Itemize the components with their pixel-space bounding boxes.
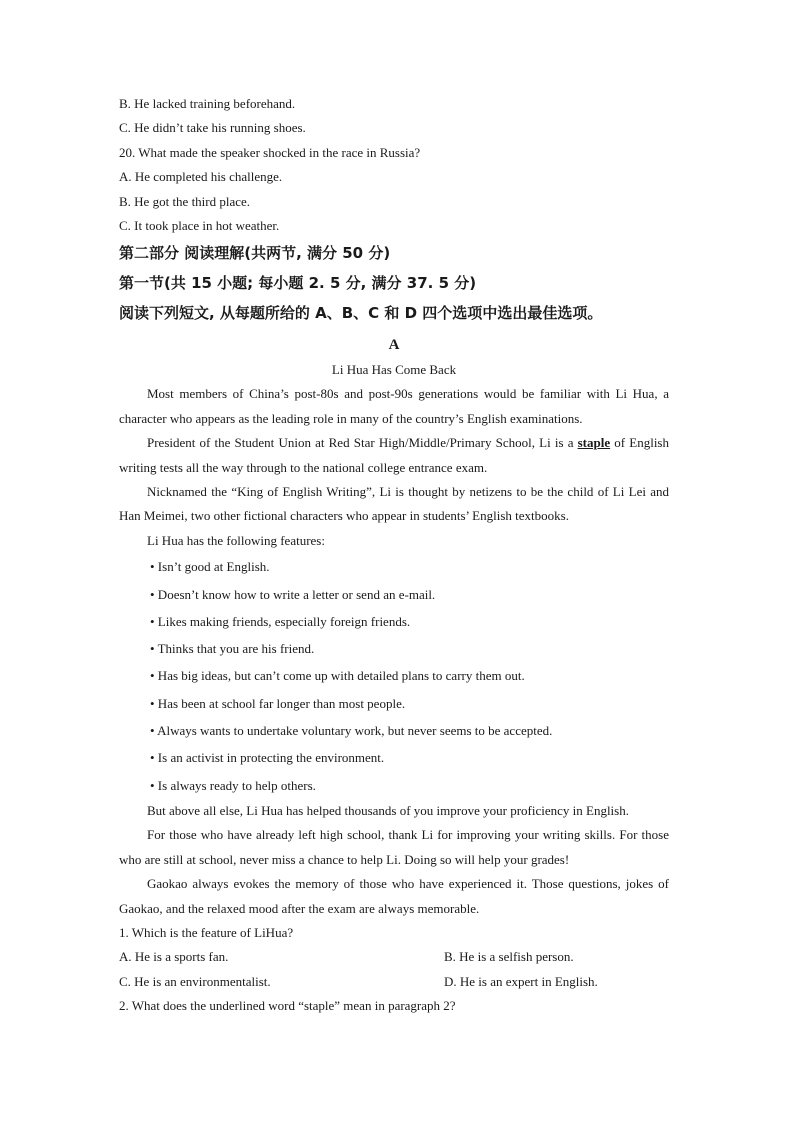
exam-page bbox=[119, 92, 669, 1019]
q1-options-row-2 bbox=[119, 970, 669, 994]
list-item: • Doesn’t know how to write a letter or send an e-mail. bbox=[150, 586, 436, 602]
paragraph-6: Gaokao always evokes the memory of those who have experienced it. Those questions, jokes of Gaokao, and the relaxed mood after the exam are always memorable. bbox=[119, 876, 669, 916]
option-c-prev: C. He didn’t take his running shoes. bbox=[119, 120, 306, 136]
q1-option-c: C. He is an environmentalist. bbox=[119, 973, 271, 989]
question-2: 2. What does the underlined word “staple” mean in paragraph 2? bbox=[119, 998, 456, 1014]
paragraph-2 bbox=[119, 431, 669, 480]
q1-option-d: D. He is an expert in English. bbox=[444, 973, 598, 989]
q1-option-b: B. He is a selfish person. bbox=[444, 949, 574, 965]
list-item: • Always wants to undertake voluntary work, but never seems to be accepted. bbox=[150, 723, 553, 739]
q20-option-b: B. He got the third place. bbox=[119, 193, 251, 209]
passage-title: Li Hua Has Come Back bbox=[331, 362, 457, 378]
q20-option-c: C. It took place in hot weather. bbox=[119, 218, 280, 234]
list-item: • Is an activist in protecting the environment. bbox=[150, 750, 385, 766]
features-list bbox=[119, 553, 669, 799]
q20-option-a: A. He completed his challenge. bbox=[119, 169, 283, 185]
paragraph-5: For those who have already left high school, thank Li for improving your writing skills. For those who are still at school, never miss a chance to help Li. Doing so will help your grades! bbox=[119, 827, 669, 867]
passage-letter: A bbox=[388, 337, 400, 354]
underlined-word-staple: staple bbox=[577, 435, 611, 451]
list-item: • Thinks that you are his friend. bbox=[150, 641, 315, 657]
part2-heading: 第二部分 阅读理解(共两节, 满分 50 分) bbox=[119, 244, 391, 263]
q1-options-row-1 bbox=[119, 945, 669, 969]
option-b-prev: B. He lacked training beforehand. bbox=[119, 96, 296, 111]
list-item: • Is always ready to help others. bbox=[150, 777, 316, 793]
question-20: 20. What made the speaker shocked in the race in Russia? bbox=[119, 144, 421, 160]
paragraph-1: Most members of China’s post-80s and post-90s generations would be familiar with Li Hua, a character who appears as the leading role in many of the country’s English examinations. bbox=[119, 386, 669, 426]
list-item: • Has been at school far longer than most people. bbox=[150, 695, 406, 711]
list-item: • Likes making friends, especially foreign friends. bbox=[150, 613, 411, 629]
question-1: 1. Which is the feature of LiHua? bbox=[119, 924, 294, 940]
features-intro: Li Hua has the following features: bbox=[147, 532, 325, 548]
section1-heading: 第一节(共 15 小题; 每小题 2. 5 分, 满分 37. 5 分) bbox=[119, 274, 477, 293]
list-item: • Has big ideas, but can’t come up with detailed plans to carry them out. bbox=[150, 668, 525, 684]
reading-instructions: 阅读下列短文, 从每题所给的 A、B、C 和 D 四个选项中选出最佳选项。 bbox=[119, 304, 603, 323]
paragraph-2-after: of English writing tests all the way through to the national college entrance exam. bbox=[119, 435, 669, 475]
list-item: • Isn’t good at English. bbox=[150, 559, 270, 575]
paragraph-4: But above all else, Li Hua has helped thousands of you improve your proficiency in English. bbox=[147, 802, 629, 818]
q1-option-a: A. He is a sports fan. bbox=[119, 949, 229, 965]
paragraph-3: Nicknamed the “King of English Writing”, Li is thought by netizens to be the child of Li Lei and Han Meimei, two other fictional characters who appear in students’ English textbooks. bbox=[119, 484, 669, 524]
paragraph-2-before: President of the Student Union at Red Star High/Middle/Primary School, Li is a bbox=[147, 435, 578, 451]
